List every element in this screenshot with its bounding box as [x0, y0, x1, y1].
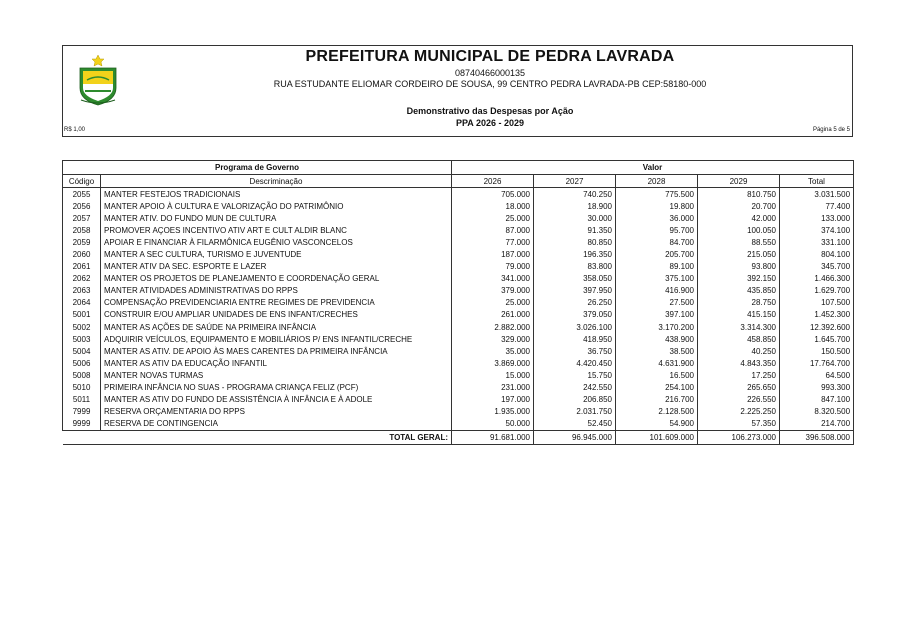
table-row — [63, 200, 854, 212]
col-2029: 2029 — [698, 175, 780, 188]
cell-value-y2028: 38.500 — [616, 345, 698, 357]
cell-description: PROMOVER AÇOES INCENTIVO ATIV ART E CULT ALDIR BLANC — [101, 224, 452, 236]
cell-value-total: 1.466.300 — [780, 273, 854, 285]
cell-value-y2028: 416.900 — [616, 285, 698, 297]
total-value-y2028: 101.609.000 — [616, 430, 698, 444]
cell-code: 2061 — [63, 261, 101, 273]
report-title: Demonstrativo das Despesas por Ação — [406, 106, 574, 116]
cell-description: MANTER ATIV DA SEC. ESPORTE E LAZER — [101, 261, 452, 273]
cell-description: MANTER AS ATIV. DE APOIO ÀS MAES CARENTES DA PRIMEIRA INFÂNCIA — [101, 345, 452, 357]
cell-description: MANTER OS PROJETOS DE PLANEJAMENTO E COORDENAÇÃO GERAL — [101, 273, 452, 285]
currency-unit: R$ 1,00 — [64, 127, 86, 133]
cell-value-total: 993.300 — [780, 382, 854, 394]
cell-code: 5011 — [63, 394, 101, 406]
address: RUA ESTUDANTE ELIOMAR CORDEIRO DE SOUSA, 99 CENTRO PEDRA LAVRADA-PB CEP:58180-000 — [273, 79, 707, 89]
cell-value-y2027: 196.350 — [534, 248, 616, 260]
total-label: TOTAL GERAL: — [63, 430, 452, 444]
cell-value-y2028: 84.700 — [616, 236, 698, 248]
cell-description: MANTER FESTEJOS TRADICIONAIS — [101, 188, 452, 201]
cell-value-y2029: 226.550 — [698, 394, 780, 406]
cell-code: 5004 — [63, 345, 101, 357]
cell-value-y2028: 254.100 — [616, 382, 698, 394]
page-number: Página 5 de 5 — [812, 127, 850, 133]
cell-description: MANTER ATIV. DO FUNDO MUN DE CULTURA — [101, 212, 452, 224]
table-row — [63, 212, 854, 224]
cell-description: RESERVA DE CONTINGENCIA — [101, 418, 452, 431]
cell-code: 5001 — [63, 309, 101, 321]
table-row — [63, 418, 854, 431]
table-row — [63, 321, 854, 333]
cell-value-y2027: 26.250 — [534, 297, 616, 309]
cell-value-y2027: 52.450 — [534, 418, 616, 431]
cell-description: PRIMEIRA INFÂNCIA NO SUAS - PROGRAMA CRIANÇA FELIZ (PCF) — [101, 382, 452, 394]
cell-code: 5006 — [63, 357, 101, 369]
col-2028: 2028 — [616, 175, 698, 188]
cell-value-y2029: 2.225.250 — [698, 406, 780, 418]
table-row — [63, 236, 854, 248]
table-row — [63, 248, 854, 260]
table-row — [63, 188, 854, 201]
report-period: PPA 2026 - 2029 — [455, 118, 525, 128]
cell-code: 5010 — [63, 382, 101, 394]
cell-value-y2029: 265.650 — [698, 382, 780, 394]
cell-value-y2029: 415.150 — [698, 309, 780, 321]
cell-value-y2026: 1.935.000 — [452, 406, 534, 418]
cell-value-total: 804.100 — [780, 248, 854, 260]
total-value-y2027: 96.945.000 — [534, 430, 616, 444]
cell-value-y2029: 810.750 — [698, 188, 780, 201]
cell-value-total: 150.500 — [780, 345, 854, 357]
cell-value-y2027: 83.800 — [534, 261, 616, 273]
cell-value-y2027: 379.050 — [534, 309, 616, 321]
cell-value-y2026: 15.000 — [452, 369, 534, 381]
col-total: Total — [780, 175, 854, 188]
cnpj: 08740466000135 — [454, 68, 526, 78]
cell-value-y2026: 50.000 — [452, 418, 534, 431]
cell-value-y2028: 54.900 — [616, 418, 698, 431]
cell-value-y2028: 397.100 — [616, 309, 698, 321]
cell-value-y2029: 4.843.350 — [698, 357, 780, 369]
cell-description: APOIAR E FINANCIAR À FILARMÔNICA EUGÊNIO VASCONCELOS — [101, 236, 452, 248]
cell-value-y2028: 3.170.200 — [616, 321, 698, 333]
cell-value-y2028: 4.631.900 — [616, 357, 698, 369]
cell-value-y2029: 458.850 — [698, 333, 780, 345]
cell-code: 2059 — [63, 236, 101, 248]
cell-description: MANTER AS ATIV DO FUNDO DE ASSISTÊNCIA À INFÂNCIA E À ADOLE — [101, 394, 452, 406]
cell-value-y2026: 79.000 — [452, 261, 534, 273]
cell-code: 5008 — [63, 369, 101, 381]
cell-value-y2029: 42.000 — [698, 212, 780, 224]
cell-value-y2028: 438.900 — [616, 333, 698, 345]
table-row — [63, 357, 854, 369]
cell-value-y2027: 397.950 — [534, 285, 616, 297]
cell-description: ADQUIRIR VEÍCULOS, EQUIPAMENTO E MOBILIÁRIOS P/ ENS INFANTIL/CRECHE — [101, 333, 452, 345]
group-valor: Valor — [452, 161, 854, 175]
table-row — [63, 297, 854, 309]
cell-value-y2028: 89.100 — [616, 261, 698, 273]
cell-value-total: 12.392.600 — [780, 321, 854, 333]
cell-description: MANTER AS ATIV DA EDUCAÇÃO INFANTIL — [101, 357, 452, 369]
cell-value-total: 847.100 — [780, 394, 854, 406]
column-header-row — [63, 175, 854, 188]
cell-value-y2027: 15.750 — [534, 369, 616, 381]
cell-value-y2029: 20.700 — [698, 200, 780, 212]
cell-value-y2027: 18.900 — [534, 200, 616, 212]
cell-code: 2056 — [63, 200, 101, 212]
cell-value-y2028: 216.700 — [616, 394, 698, 406]
group-programa: Programa de Governo — [63, 161, 452, 175]
cell-code: 5003 — [63, 333, 101, 345]
cell-value-y2027: 4.420.450 — [534, 357, 616, 369]
table-row — [63, 285, 854, 297]
cell-value-y2029: 17.250 — [698, 369, 780, 381]
cell-value-y2027: 206.850 — [534, 394, 616, 406]
table-row — [63, 273, 854, 285]
cell-value-y2026: 2.882.000 — [452, 321, 534, 333]
cell-value-total: 133.000 — [780, 212, 854, 224]
group-header-row — [63, 161, 854, 175]
cell-code: 2063 — [63, 285, 101, 297]
municipal-crest-icon — [77, 54, 119, 106]
table-row — [63, 394, 854, 406]
cell-value-total: 345.700 — [780, 261, 854, 273]
cell-value-y2027: 80.850 — [534, 236, 616, 248]
cell-code: 2058 — [63, 224, 101, 236]
table-row — [63, 224, 854, 236]
cell-value-y2027: 740.250 — [534, 188, 616, 201]
cell-value-y2029: 40.250 — [698, 345, 780, 357]
col-2027: 2027 — [534, 175, 616, 188]
cell-value-total: 77.400 — [780, 200, 854, 212]
cell-description: MANTER ATIVIDADES ADMINISTRATIVAS DO RPPS — [101, 285, 452, 297]
cell-value-y2029: 435.850 — [698, 285, 780, 297]
cell-value-y2026: 187.000 — [452, 248, 534, 260]
cell-value-y2029: 88.550 — [698, 236, 780, 248]
table-row — [63, 333, 854, 345]
table-row — [63, 369, 854, 381]
cell-value-y2027: 358.050 — [534, 273, 616, 285]
total-value-y2026: 91.681.000 — [452, 430, 534, 444]
cell-description: COMPENSAÇÃO PREVIDENCIARIA ENTRE REGIMES DE PREVIDENCIA — [101, 297, 452, 309]
cell-value-y2028: 2.128.500 — [616, 406, 698, 418]
col-codigo: Código — [63, 175, 101, 188]
cell-value-y2029: 57.350 — [698, 418, 780, 431]
cell-description: MANTER AS AÇÕES DE SAÚDE NA PRIMEIRA INFÂNCIA — [101, 321, 452, 333]
cell-value-y2026: 87.000 — [452, 224, 534, 236]
cell-value-y2028: 205.700 — [616, 248, 698, 260]
table-row — [63, 261, 854, 273]
cell-value-y2027: 3.026.100 — [534, 321, 616, 333]
cell-value-y2026: 77.000 — [452, 236, 534, 248]
cell-value-y2029: 93.800 — [698, 261, 780, 273]
cell-value-total: 64.500 — [780, 369, 854, 381]
cell-value-total: 374.100 — [780, 224, 854, 236]
cell-code: 5002 — [63, 321, 101, 333]
cell-value-y2029: 28.750 — [698, 297, 780, 309]
cell-value-y2026: 379.000 — [452, 285, 534, 297]
cell-value-total: 1.645.700 — [780, 333, 854, 345]
cell-value-y2026: 35.000 — [452, 345, 534, 357]
col-2026: 2026 — [452, 175, 534, 188]
total-value-y2029: 106.273.000 — [698, 430, 780, 444]
cell-value-y2028: 375.100 — [616, 273, 698, 285]
cell-value-y2027: 91.350 — [534, 224, 616, 236]
cell-value-y2028: 36.000 — [616, 212, 698, 224]
cell-code: 2064 — [63, 297, 101, 309]
cell-value-total: 1.452.300 — [780, 309, 854, 321]
cell-value-y2026: 231.000 — [452, 382, 534, 394]
cell-value-total: 214.700 — [780, 418, 854, 431]
cell-description: CONSTRUIR E/OU AMPLIAR UNIDADES DE ENS INFANT/CRECHES — [101, 309, 452, 321]
table-row — [63, 382, 854, 394]
cell-value-y2026: 25.000 — [452, 212, 534, 224]
cell-value-y2026: 25.000 — [452, 297, 534, 309]
cell-code: 9999 — [63, 418, 101, 431]
cell-value-y2029: 215.050 — [698, 248, 780, 260]
cell-value-total: 17.764.700 — [780, 357, 854, 369]
cell-value-y2028: 775.500 — [616, 188, 698, 201]
table-row — [63, 406, 854, 418]
cell-value-y2028: 16.500 — [616, 369, 698, 381]
cell-value-y2029: 100.050 — [698, 224, 780, 236]
total-value-total: 396.508.000 — [780, 430, 854, 444]
cell-value-y2026: 3.869.000 — [452, 357, 534, 369]
cell-description: MANTER APOIO À CULTURA E VALORIZAÇÃO DO PATRIMÔNIO — [101, 200, 452, 212]
cell-code: 2055 — [63, 188, 101, 201]
cell-value-y2029: 3.314.300 — [698, 321, 780, 333]
cell-description: RESERVA ORÇAMENTARIA DO RPPS — [101, 406, 452, 418]
cell-value-total: 107.500 — [780, 297, 854, 309]
page-title: PREFEITURA MUNICIPAL DE PEDRA LAVRADA — [305, 48, 675, 65]
cell-value-total: 331.100 — [780, 236, 854, 248]
cell-value-y2026: 341.000 — [452, 273, 534, 285]
cell-value-total: 8.320.500 — [780, 406, 854, 418]
col-descriminacao: Descriminação — [101, 175, 452, 188]
table-row — [63, 309, 854, 321]
cell-value-y2027: 30.000 — [534, 212, 616, 224]
expenses-table — [62, 160, 854, 445]
cell-value-total: 1.629.700 — [780, 285, 854, 297]
cell-value-y2028: 19.800 — [616, 200, 698, 212]
cell-code: 2062 — [63, 273, 101, 285]
cell-value-y2029: 392.150 — [698, 273, 780, 285]
total-row — [63, 430, 854, 444]
cell-value-y2026: 329.000 — [452, 333, 534, 345]
cell-value-y2027: 2.031.750 — [534, 406, 616, 418]
cell-value-y2026: 705.000 — [452, 188, 534, 201]
cell-value-y2028: 95.700 — [616, 224, 698, 236]
cell-value-y2027: 418.950 — [534, 333, 616, 345]
cell-description: MANTER A SEC CULTURA, TURISMO E JUVENTUDE — [101, 248, 452, 260]
cell-value-y2027: 36.750 — [534, 345, 616, 357]
cell-value-y2027: 242.550 — [534, 382, 616, 394]
cell-value-y2026: 261.000 — [452, 309, 534, 321]
cell-value-y2028: 27.500 — [616, 297, 698, 309]
cell-code: 2057 — [63, 212, 101, 224]
cell-value-y2026: 18.000 — [452, 200, 534, 212]
cell-value-y2026: 197.000 — [452, 394, 534, 406]
table-row — [63, 345, 854, 357]
cell-code: 7999 — [63, 406, 101, 418]
cell-code: 2060 — [63, 248, 101, 260]
cell-description: MANTER NOVAS TURMAS — [101, 369, 452, 381]
cell-value-total: 3.031.500 — [780, 188, 854, 201]
